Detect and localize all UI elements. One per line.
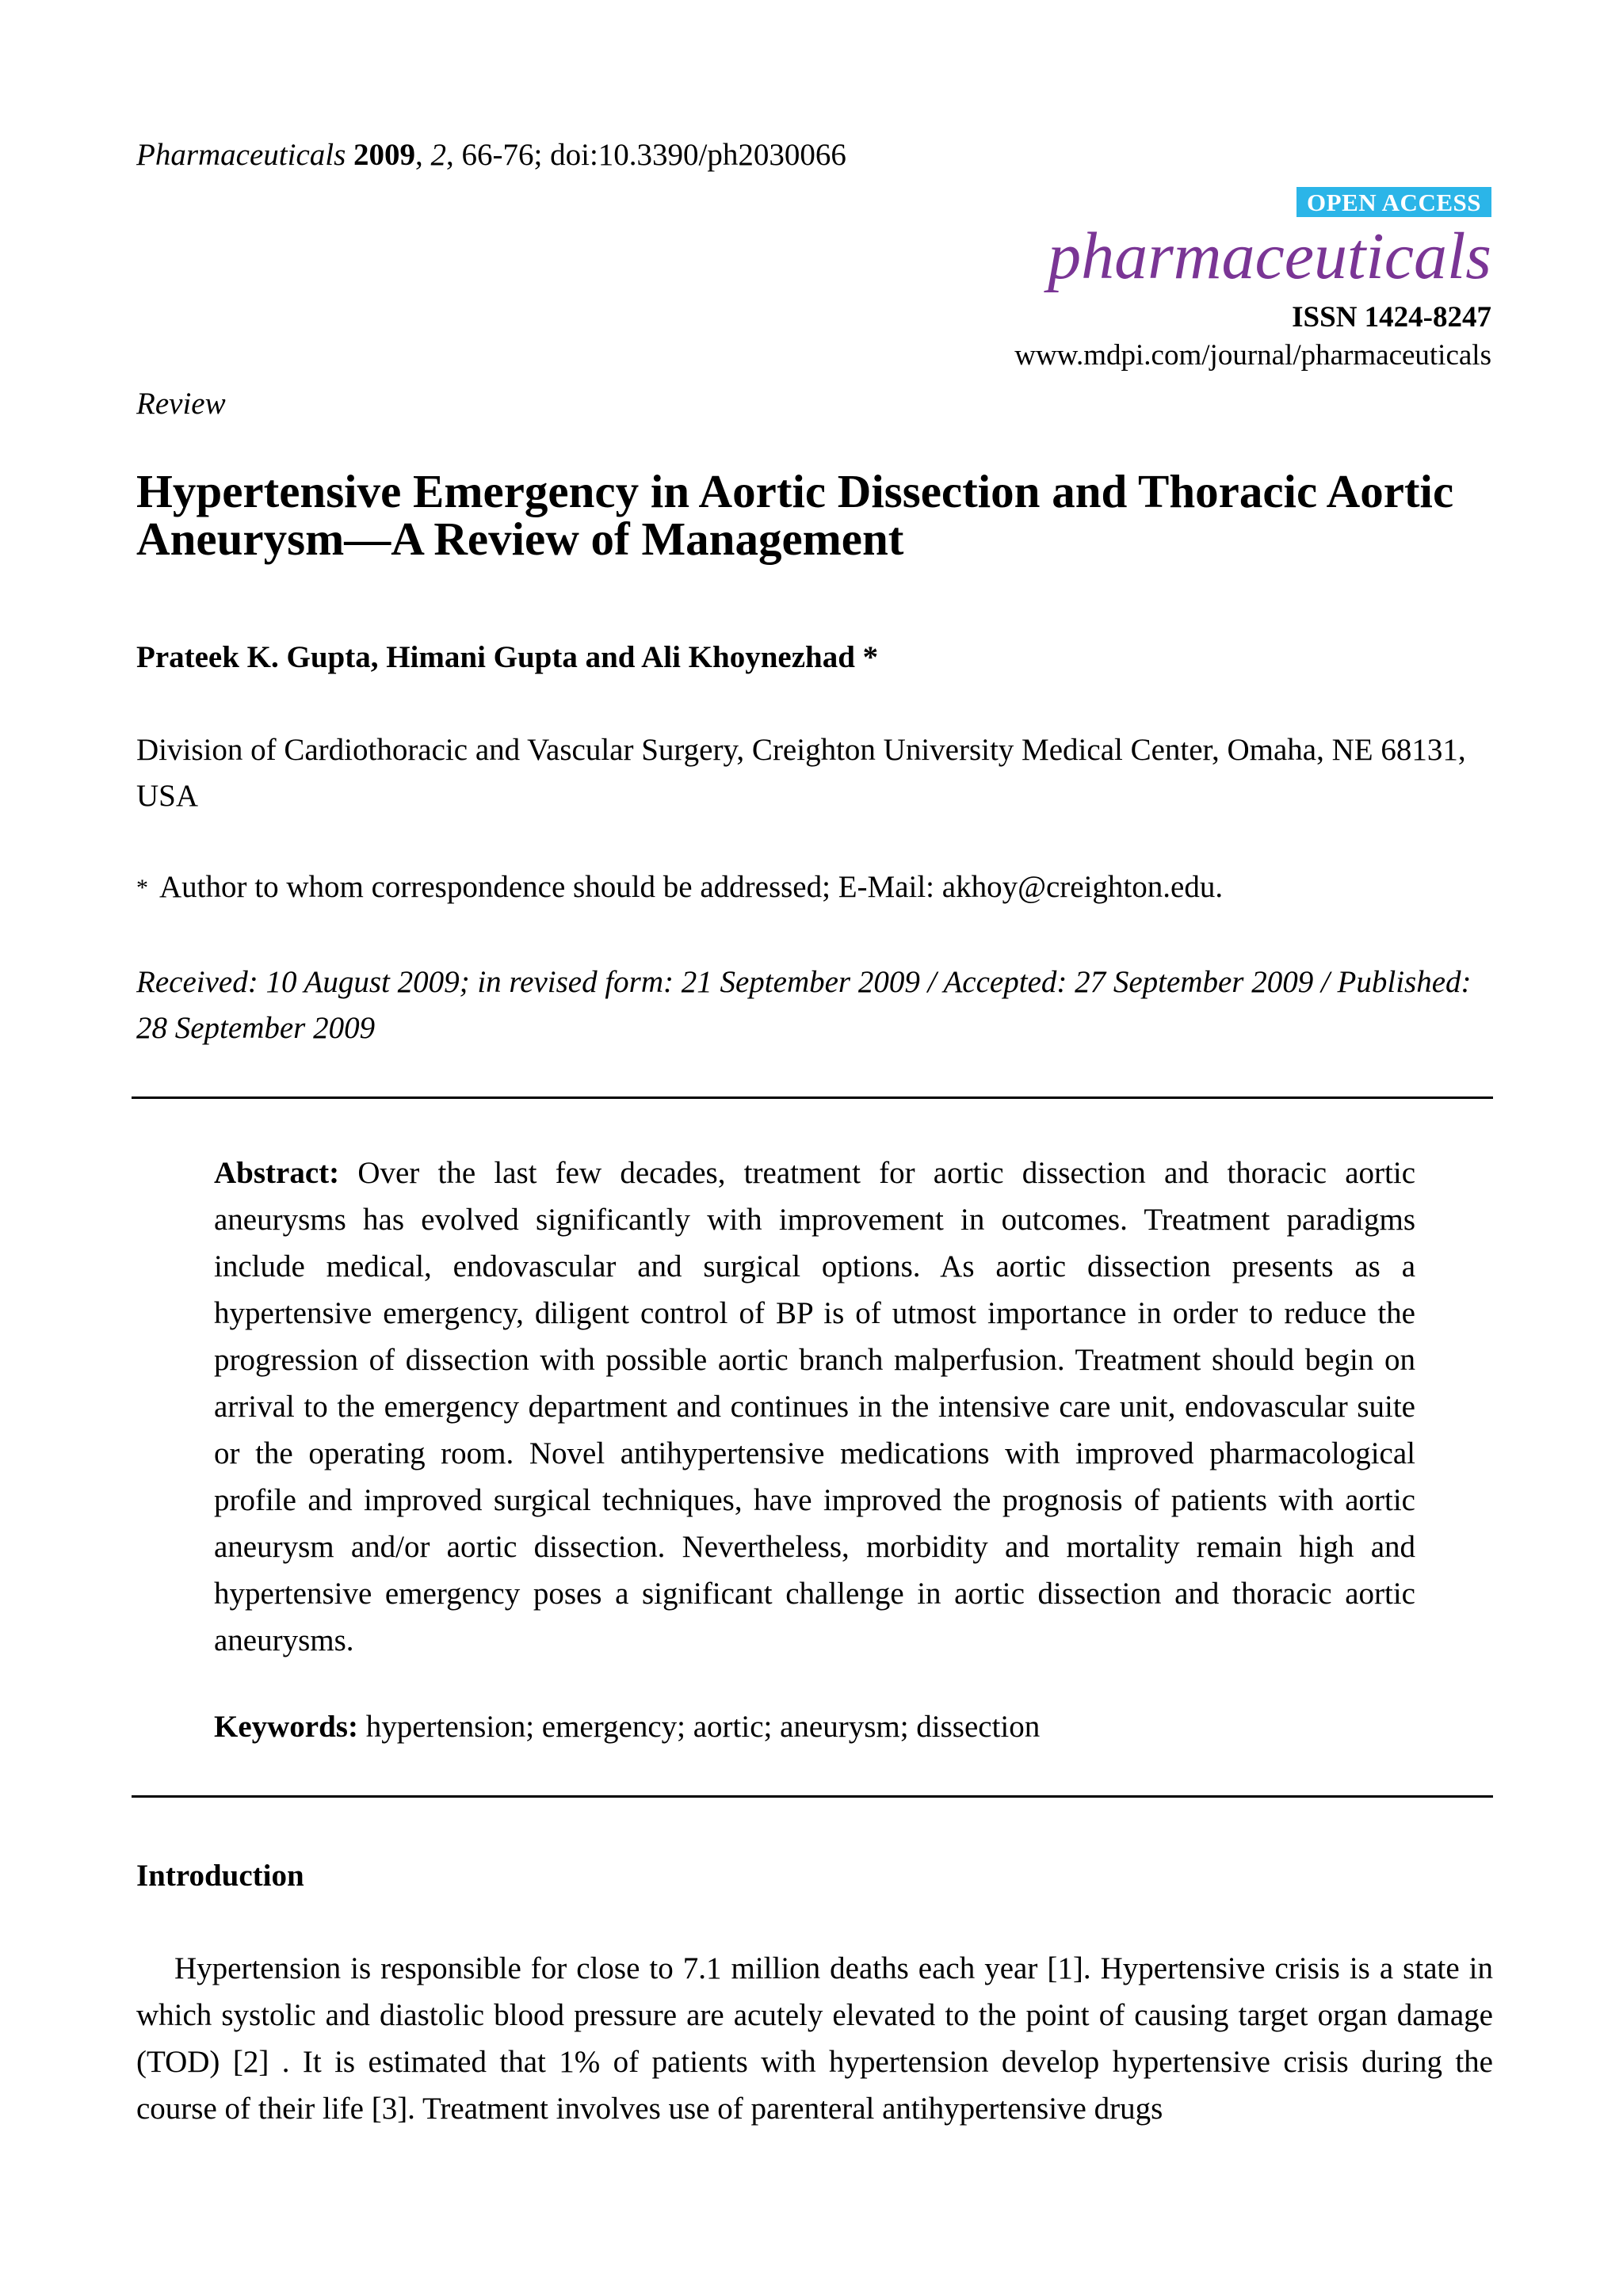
citation-volume: 2 <box>430 138 447 172</box>
citation-pages-doi[interactable]: , 66-76; doi:10.3390/ph2030066 <box>446 138 846 172</box>
abstract <box>214 1150 1415 1664</box>
correspondence-note <box>136 868 1223 909</box>
section-heading-introduction: Introduction <box>136 1859 304 1893</box>
citation-year: 2009 <box>353 138 416 172</box>
journal-url[interactable]: www.mdpi.com/journal/pharmaceuticals <box>1014 339 1491 372</box>
divider-top <box>132 1097 1493 1099</box>
article-type: Review <box>136 387 226 421</box>
issn: ISSN 1424-8247 <box>1292 301 1491 334</box>
article-title: Hypertensive Emergency in Aortic Dissection and Thoracic Aortic Aneurysm—A Review of Management <box>136 465 1454 565</box>
affiliation: Division of Cardiothoracic and Vascular Surgery, Creighton University Medical Center, Omaha, NE 68131, USA <box>136 733 1466 813</box>
correspondence-star: * <box>136 875 148 901</box>
journal-citation: Pharmaceuticals 2009, 2, 66-76; doi:10.3390/ph2030066 <box>136 138 846 172</box>
authors: Prateek K. Gupta, Himani Gupta and Ali Khoynezhad * <box>136 640 879 674</box>
abstract-text: Over the last few decades, treatment for aortic dissection and thoracic aortic aneurysms has evolved significantly with improvement in outcomes. Treatment paradigms include medical, endovascular and surgical options. As aortic dissection presents as a hypertensive emergency, diligent control of BP is of utmost importance in order to reduce the progression of dissection with possible aortic branch malperfusion. Treatment should begin on arrival to the emergency department and continues in the intensive care unit, endovascular suite or the operating room. Novel antihypertensive medications with improved pharmacological profile and improved surgical techniques, have improved the prognosis of patients with aortic aneurysm and/or aortic dissection. Nevertheless, morbidity and mortality remain high and hypertensive emergency poses a significant challenge in aortic dissection and thoracic aortic aneurysms. <box>214 1156 1415 1657</box>
publication-dates: Received: 10 August 2009; in revised form: 21 September 2009 / Accepted: 27 September 2009 / Published: 28 September 2009 <box>136 965 1472 1045</box>
open-access-badge: OPEN ACCESS <box>1296 187 1491 217</box>
keywords-text: hypertension; emergency; aortic; aneurysm; dissection <box>365 1710 1041 1744</box>
journal-logo-name: pharmaceuticals <box>1048 219 1491 293</box>
introduction-paragraph: Hypertension is responsible for close to 7.1 million deaths each year [1]. Hypertensive crisis is a state in which systolic and diastolic blood pressure are acutely elevated to the point of causing target organ damage (TOD) [2] . It is estimated that 1% of patients with hypertension develop hypertensive crisis during the course of their life [3]. Treatment involves use of parenteral antihypertensive drugs <box>136 1951 1493 2126</box>
correspondence-text: Author to whom correspondence should be addressed; E-Mail: akhoy@creighton.edu. <box>159 870 1224 904</box>
keywords <box>214 1708 1040 1746</box>
abstract-label: Abstract: <box>214 1156 340 1190</box>
keywords-label: Keywords: <box>214 1710 358 1744</box>
citation-journal: Pharmaceuticals <box>136 138 346 172</box>
divider-bottom <box>132 1795 1493 1798</box>
